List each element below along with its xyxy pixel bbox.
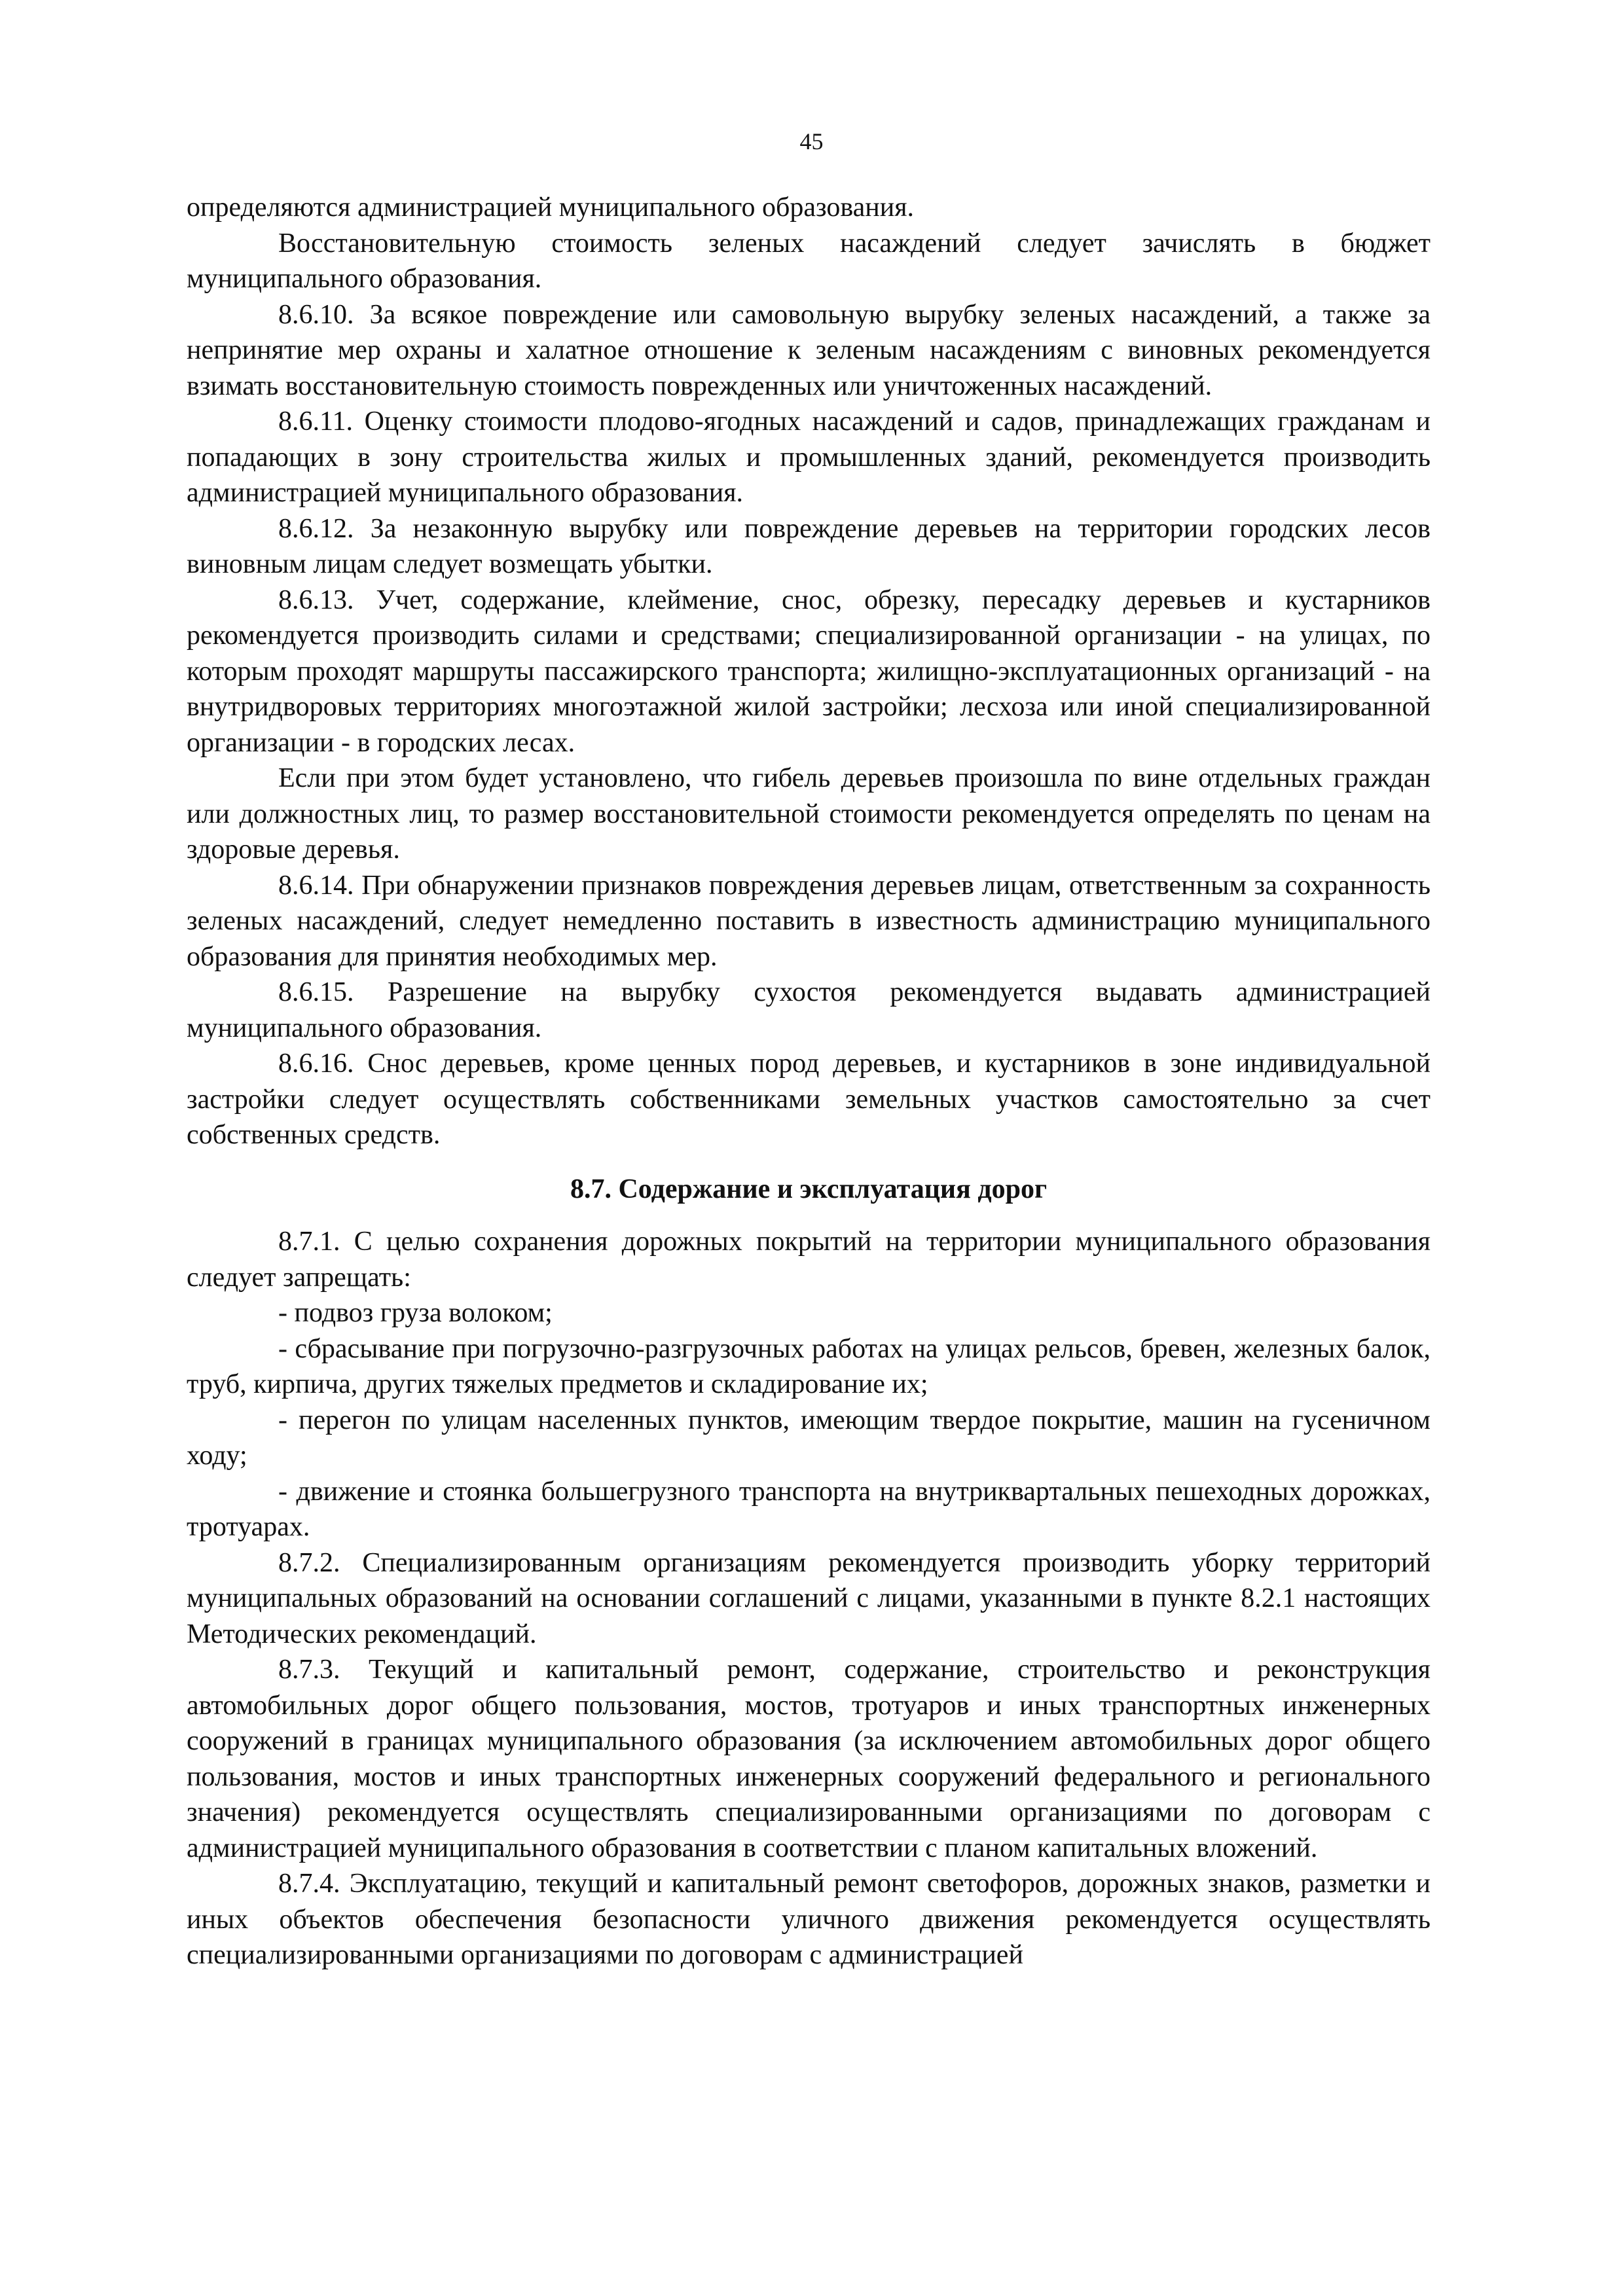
- list-item: - подвоз груза волоком;: [278, 1298, 553, 1328]
- paragraph-8-6-15: 8.6.15. Разрешение на вырубку сухостоя рекомендуется выдавать администрацией муниципального образования.: [187, 977, 1431, 1043]
- paragraph-8-7-4: 8.7.4. Эксплуатацию, текущий и капитальный ремонт светофоров, дорожных знаков, разметки и иных объектов обеспечения безопасности уличного движения рекомендуется осуществлять специализированными организациями по договорам с администрацией: [187, 1869, 1431, 1970]
- list-item: - перегон по улицам населенных пунктов, имеющим твердое покрытие, машин на гусеничном ходу;: [187, 1405, 1431, 1471]
- paragraph: Если при этом будет установлено, что гибель деревьев произошла по вине отдельных граждан или должностных лиц, то размер восстановительной стоимости рекомендуется определять по ценам на здоровые деревья.: [187, 763, 1431, 865]
- paragraph-8-6-10: 8.6.10. За всякое повреждение или самовольную вырубку зеленых насаждений, а также за непринятие мер охраны и халатное отношение к зеленым насаждениям с виновных рекомендуется взимать восстановительную стоимость поврежденных или уничтоженных насаждений.: [187, 299, 1431, 401]
- paragraph-8-6-12: 8.6.12. За незаконную вырубку или повреждение деревьев на территории городских лесов виновным лицам следует возмещать убытки.: [187, 513, 1431, 579]
- paragraph-8-7-1: 8.7.1. С целью сохранения дорожных покрытий на территории муниципального образования следует запрещать:: [187, 1227, 1431, 1293]
- list-item: - движение и стоянка большегрузного транспорта на внутриквартальных пешеходных дорожках, тротуарах.: [187, 1476, 1431, 1542]
- section-heading: 8.7. Содержание и эксплуатация дорог: [570, 1174, 1048, 1204]
- list-item: - сбрасывание при погрузочно-разгрузочных работах на улицах рельсов, бревен, железных балок, труб, кирпича, других тяжелых предметов и складирование их;: [187, 1333, 1431, 1399]
- paragraph: Восстановительную стоимость зеленых насаждений следует зачислять в бюджет муниципального образования.: [187, 228, 1431, 294]
- paragraph-8-6-14: 8.6.14. При обнаружении признаков повреждения деревьев лицам, ответственным за сохранность зеленых насаждений, следует немедленно поставить в известность администрацию муниципального образования для принятия необходимых мер.: [187, 870, 1431, 972]
- paragraph-8-6-13: 8.6.13. Учет, содержание, клеймение, снос, обрезку, пересадку деревьев и кустарников рекомендуется производить силами и средствами; специализированной организации - на улицах, по которым проходят маршруты пассажирского транспорта; жилищно-эксплуатационных организаций - на внутридворовых территориях многоэтажной жилой застройки; лесхоза или иной специализированной организации - в городских лесах.: [187, 584, 1431, 758]
- page-number: 45: [799, 128, 824, 154]
- paragraph-8-7-2: 8.7.2. Специализированным организациям рекомендуется производить уборку территорий муниципальных образований на основании соглашений с лицами, указанными в пункте 8.2.1 настоящих Методических рекомендаций.: [187, 1547, 1431, 1649]
- document-body: [187, 190, 1431, 1973]
- paragraph-8-6-11: 8.6.11. Оценку стоимости плодово-ягодных насаждений и садов, принадлежащих гражданам и попадающих в зону строительства жилых и промышленных зданий, рекомендуется производить администрацией муниципального образования.: [187, 406, 1431, 508]
- paragraph-8-7-3: 8.7.3. Текущий и капитальный ремонт, содержание, строительство и реконструкция автомобильных дорог общего пользования, мостов, тротуаров и иных транспортных инженерных сооружений в границах муниципального образования (за исключением автомобильных дорог общего пользования, мостов и иных транспортных инженерных сооружений федерального и регионального значения) рекомендуется осуществлять специализированными организациями по договорам с администрацией муниципального образования в соответствии с планом капитальных вложений.: [187, 1655, 1431, 1863]
- paragraph-8-6-16: 8.6.16. Снос деревьев, кроме ценных пород деревьев, и кустарников в зоне индивидуальной застройки следует осуществлять собственниками земельных участков самостоятельно за счет собственных средств.: [187, 1049, 1431, 1150]
- paragraph-continuation: определяются администрацией муниципального образования.: [187, 192, 915, 223]
